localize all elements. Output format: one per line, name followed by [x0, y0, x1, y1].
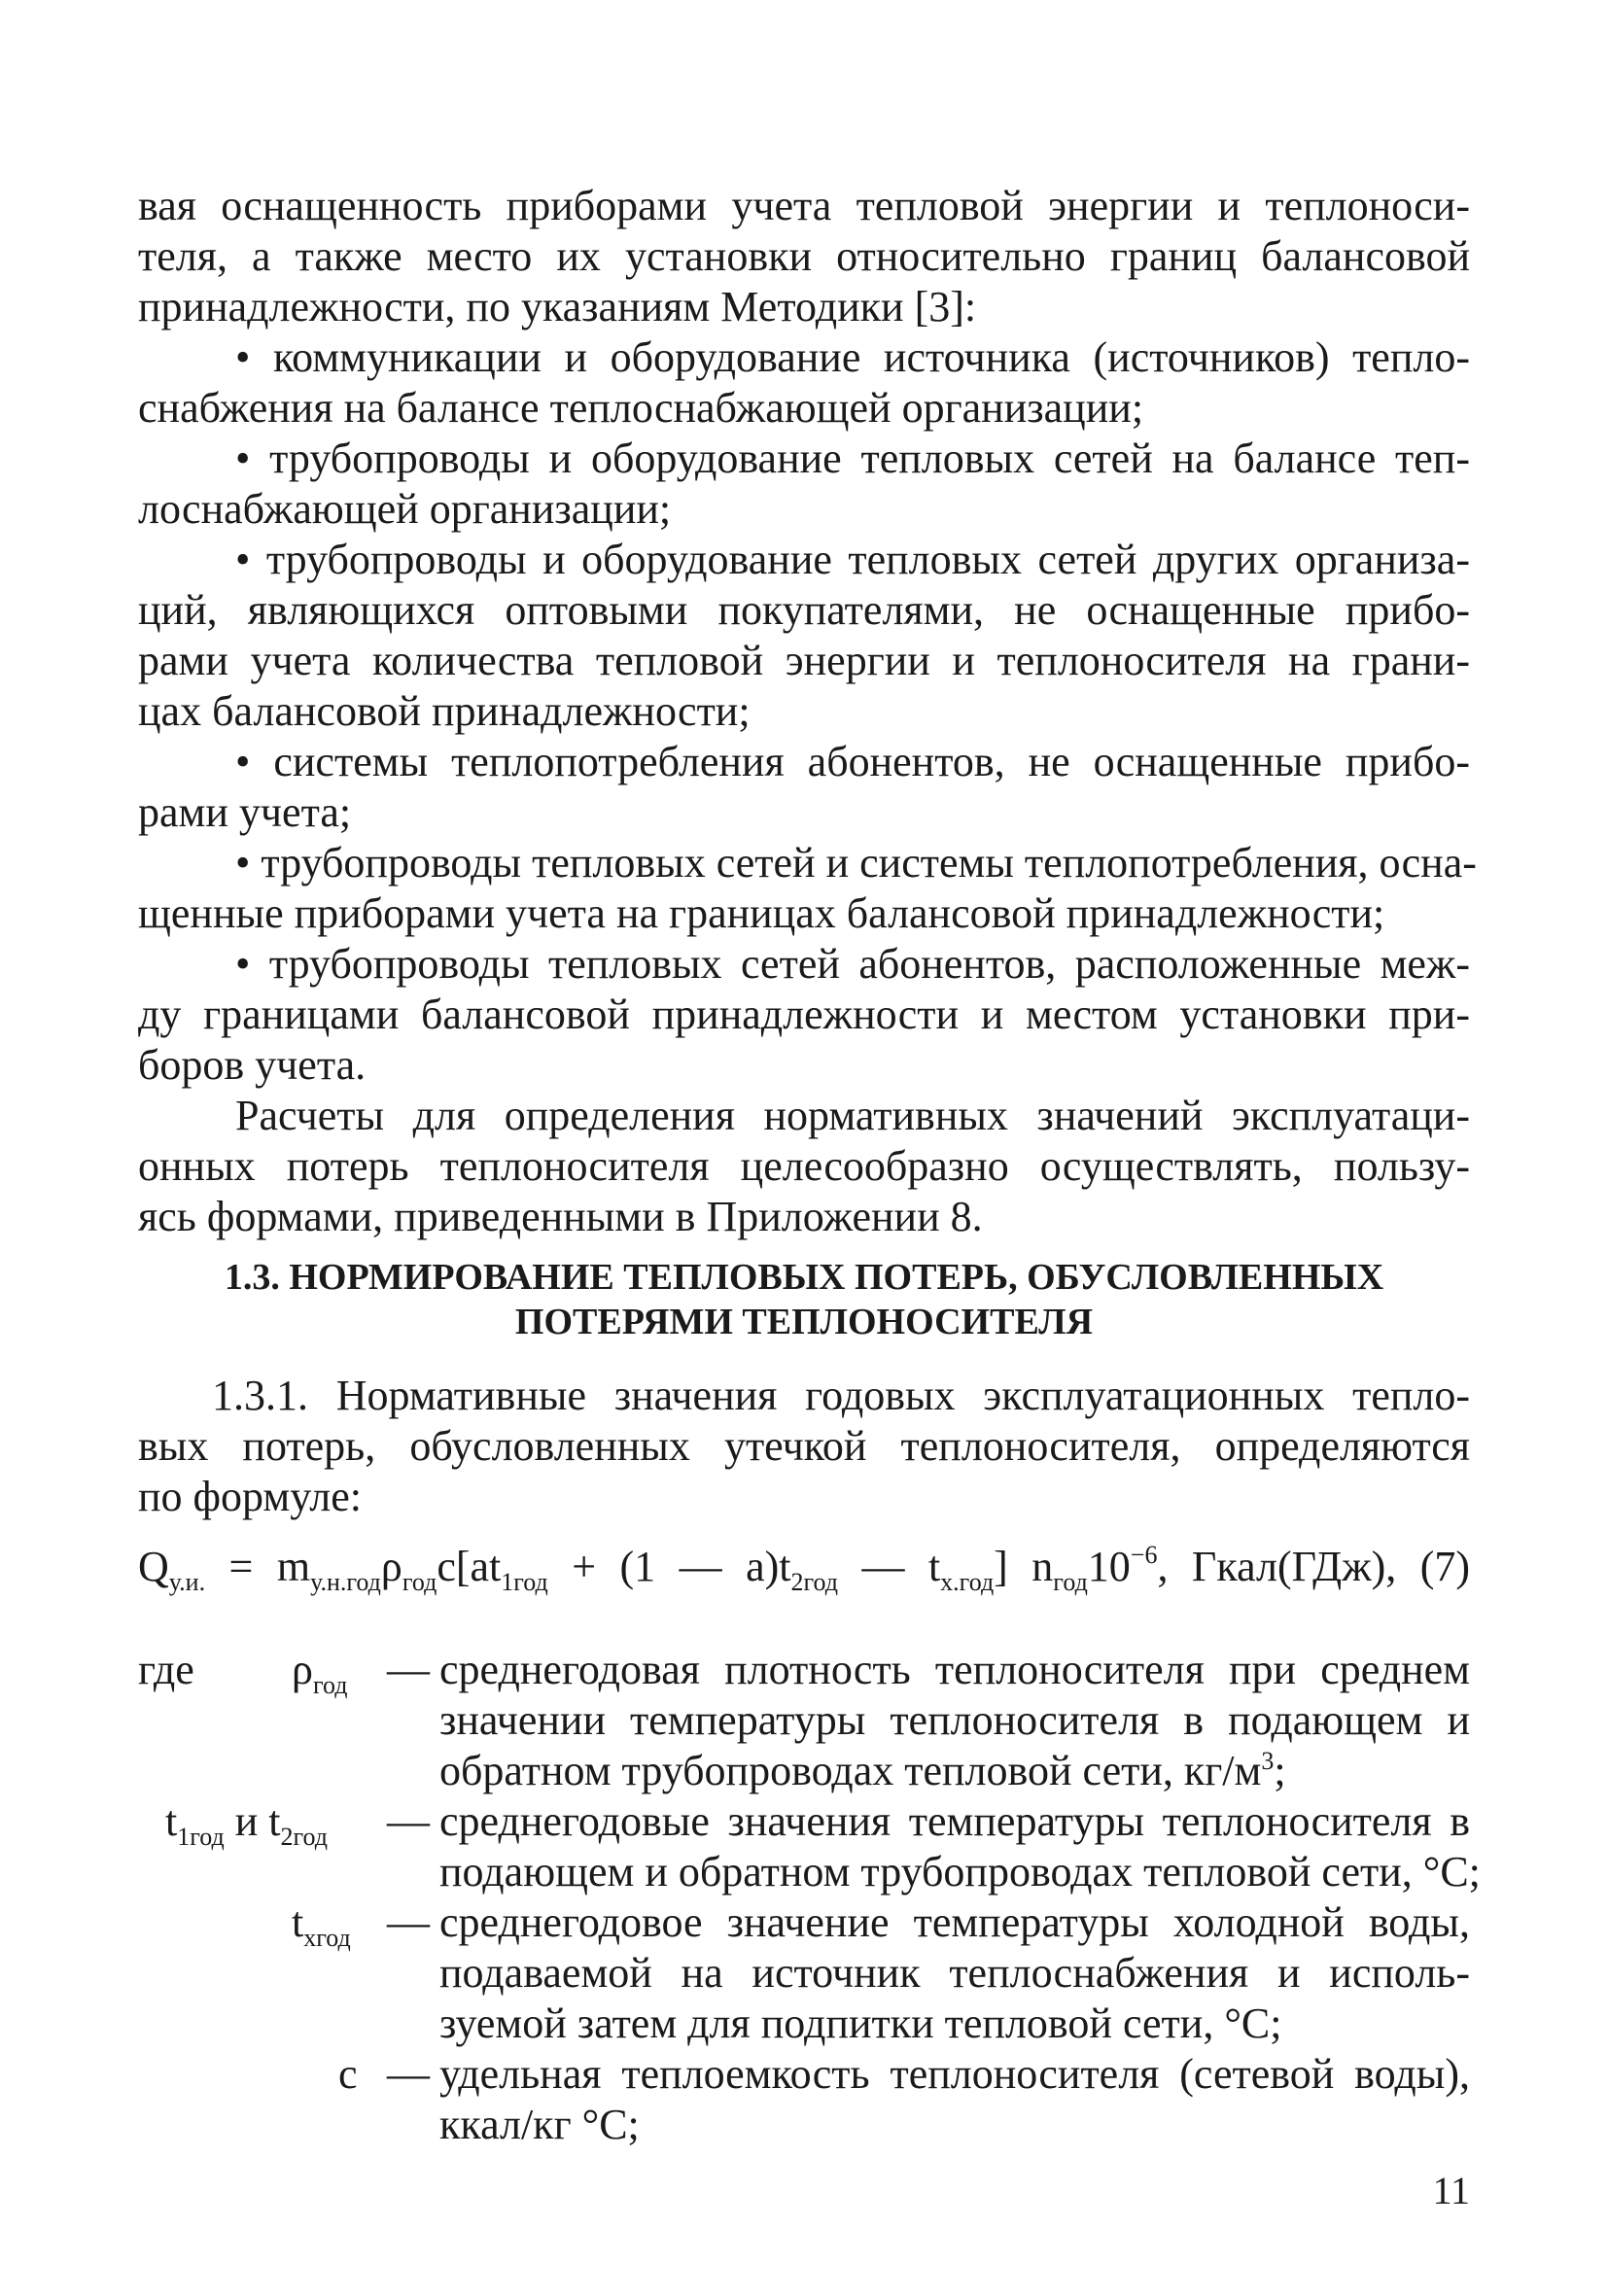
- def-rho-line-3: обратном трубопроводах тепловой сети, $кг/м^3$;: [439, 1747, 1286, 1794]
- intro-line-3: принадлежности, по указаниям Методики [3]:: [138, 283, 977, 330]
- calc-line-1: Расчеты для определения нормативных значений эксплуатаци-: [235, 1092, 1470, 1139]
- bullet-3-line-1: • трубопроводы и оборудование тепловых сетей других организа-: [235, 536, 1470, 583]
- para-131-line-1: 1.3.1. Нормативные значения годовых эксплуатационных тепло-: [212, 1372, 1470, 1419]
- bullet-1-line-1: • коммуникации и оборудование источника (источников) тепло-: [235, 333, 1470, 381]
- bullet-4-line-2: рами учета;: [138, 788, 352, 836]
- bullet-2-line-1: • трубопроводы и оборудование тепловых сетей на балансе теп-: [235, 435, 1470, 482]
- bullet-6-line-3: боров учета.: [138, 1041, 367, 1089]
- term-c: c: [338, 2050, 358, 2098]
- bullet-3-line-4: цах балансовой принадлежности;: [138, 687, 751, 735]
- bullet-3-line-2: ций, являющихся оптовыми покупателями, не оснащенные прибо-: [138, 586, 1470, 634]
- bullet-2-line-2: лоснабжающей организации;: [138, 485, 672, 533]
- bullet-6-line-1: • трубопроводы тепловых сетей абонентов, расположенные меж-: [235, 940, 1470, 988]
- bullet-6-line-2: ду границами балансовой принадлежности и местом установки при-: [138, 991, 1470, 1038]
- para-131-line-3: по формуле:: [138, 1473, 363, 1520]
- term-rho: $\rho_{год}$: [292, 1646, 348, 1699]
- def-tx-line-3: зуемой затем для подпитки тепловой сети, °С;: [439, 2000, 1282, 2047]
- bullet-4-line-1: • системы теплопотребления абонентов, не оснащенные прибо-: [235, 738, 1470, 785]
- dash-c: —: [387, 2050, 430, 2098]
- page-number: 11: [1432, 2169, 1470, 2212]
- calc-line-2: онных потерь теплоносителя целесообразно осуществлять, пользу-: [138, 1142, 1470, 1190]
- def-t-line-2: подающем и обратном трубопроводах тепловой сети, °С;: [439, 1848, 1481, 1896]
- para-131-line-2: вых потерь, обусловленных утечкой теплоносителя, определяются: [138, 1422, 1470, 1470]
- dash-tx: —: [387, 1898, 430, 1946]
- bullet-1-line-2: снабжения на балансе теплоснабжающей организации;: [138, 384, 1144, 432]
- intro-line-2: теля, а также место их установки относительно границ балансовой: [138, 232, 1470, 280]
- bullet-5-line-2: щенные приборами учета на границах балансовой принадлежности;: [138, 889, 1385, 937]
- def-t-line-1: среднегодовые значения температуры теплоносителя в: [439, 1797, 1470, 1845]
- section-heading-line-2: ПОТЕРЯМИ ТЕПЛОНОСИТЕЛЯ: [514, 1302, 1094, 1342]
- def-c-line-2: ккал/кг °С;: [439, 2101, 640, 2148]
- formula-7: $Q_{у.и.} = m_{у.н.год}\rho_{год}c[at_{1год} + (1$ — $a)t_{2год}$ — $t_{х.год}$] $n_{год}10^{-6}$, Гкал(ГДж), (7): [138, 1541, 1471, 1596]
- term-t1-t2: $t_{1год}$ и $t_{2год}$: [165, 1797, 329, 1851]
- bullet-5-line-1: • трубопроводы тепловых сетей и системы теплопотребления, осна-: [235, 839, 1477, 887]
- where-label: где: [138, 1646, 194, 1693]
- def-rho-line-1: среднегодовая плотность теплоносителя при среднем: [439, 1646, 1470, 1693]
- def-tx-line-1: среднегодовое значение температуры холодной воды,: [439, 1898, 1470, 1946]
- bullet-3-line-3: рами учета количества тепловой энергии и теплоносителя на грани-: [138, 637, 1470, 684]
- def-c-line-1: удельная теплоемкость теплоносителя (сетевой воды),: [439, 2050, 1470, 2098]
- def-tx-line-2: подаваемой на источник теплоснабжения и исполь-: [439, 1949, 1470, 1997]
- dash-rho: —: [387, 1646, 430, 1693]
- section-heading-line-1: 1.3. НОРМИРОВАНИЕ ТЕПЛОВЫХ ПОТЕРЬ, ОБУСЛОВЛЕННЫХ: [224, 1257, 1384, 1298]
- def-rho-line-2: значении температуры теплоносителя в подающем и: [439, 1696, 1470, 1744]
- intro-line-1: вая оснащенность приборами учета тепловой энергии и теплоноси-: [138, 182, 1470, 229]
- formula-number: (7): [1419, 1543, 1471, 1590]
- term-tx: $t_{хгод}$: [292, 1898, 351, 1952]
- dash-t1-t2: —: [387, 1797, 430, 1845]
- calc-line-3: ясь формами, приведенными в Приложении 8.: [138, 1193, 983, 1240]
